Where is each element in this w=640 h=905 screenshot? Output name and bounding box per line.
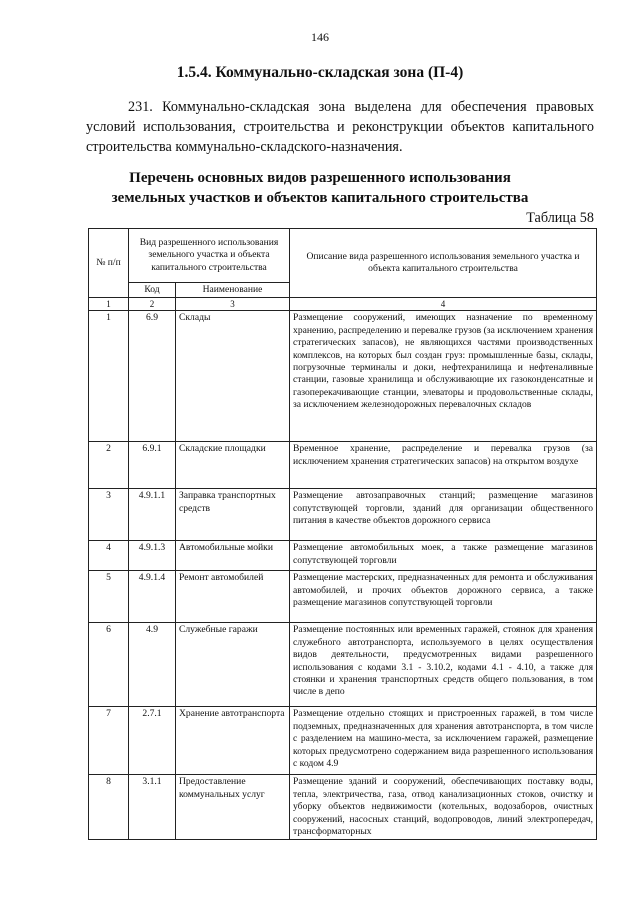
row-description: Размещение автозаправочных станций; размещение магазинов сопутствующей торговли, зданий для организации общественного питания в качестве объектов дорожного сервиса (290, 489, 597, 541)
row-description: Размещение постоянных или временных гаражей, стоянок для хранения служебного автотранспорта, используемого в целях осуществления видов деятельности, предусмотренных видами разрешенного использования с кодами 3.1 - 3.10.2, кодами 4.1 - 4.10, а также для стоянки и хранения транспортных средств общего пользования, в том числе в депо (290, 623, 597, 707)
row-name: Заправка транспортных средств (176, 489, 290, 541)
table-row (89, 623, 597, 707)
row-code: 4.9 (129, 623, 176, 707)
table-row (89, 707, 597, 775)
row-num: 2 (89, 442, 129, 489)
row-code: 4.9.1.1 (129, 489, 176, 541)
table-row (89, 442, 597, 489)
row-name: Автомобильные мойки (176, 541, 290, 571)
table-row (89, 489, 597, 541)
row-num: 6 (89, 623, 129, 707)
land-use-table (88, 228, 597, 840)
intro-text: 231. Коммунально-складская зона выделена для обеспечения правовых условий использования, строительства и реконструкции объектов капитального строительства коммунально-складского-назначения. (86, 99, 594, 155)
row-code: 4.9.1.4 (129, 571, 176, 623)
header-code: Код (129, 283, 176, 298)
row-code: 3.1.1 (129, 775, 176, 840)
header-description: Описание вида разрешенного использования земельного участка и объекта капитального строительства (290, 229, 597, 298)
row-name: Предоставление коммунальных услуг (176, 775, 290, 840)
header-group: Вид разрешенного использования земельного участка и объекта капитального строительства (129, 229, 290, 283)
row-name: Ремонт автомобилей (176, 571, 290, 623)
row-num: 5 (89, 571, 129, 623)
row-name: Склады (176, 311, 290, 442)
row-code: 2.7.1 (129, 707, 176, 775)
row-description: Размещение отдельно стоящих и пристроенных гаражей, в том числе подземных, предназначенных для хранения автотранспорта, в том числе с разделением на машино-места, за исключением гаражей, размещение которых предусмотрено содержанием вида разрешенного использования с кодом 4.9 (290, 707, 597, 775)
row-code: 4.9.1.3 (129, 541, 176, 571)
list-title-line2: земельных участков и объектов капитального строительства (111, 190, 529, 206)
row-num: 4 (89, 541, 129, 571)
header-num: № п/п (89, 229, 129, 298)
table-row (89, 311, 597, 442)
page-number: 146 (311, 30, 329, 44)
table-label: Таблица 58 (526, 210, 594, 226)
column-number: 2 (129, 298, 176, 311)
list-title (0, 168, 640, 208)
column-number: 1 (89, 298, 129, 311)
row-code: 6.9.1 (129, 442, 176, 489)
row-name: Служебные гаражи (176, 623, 290, 707)
row-description: Размещение мастерских, предназначенных для ремонта и обслуживания автомобилей, и прочих объектов дорожного сервиса, а также размещение магазинов сопутствующей торговли (290, 571, 597, 623)
row-num: 8 (89, 775, 129, 840)
column-number-row (89, 298, 597, 311)
row-num: 1 (89, 311, 129, 442)
table-row (89, 775, 597, 840)
row-description: Размещение зданий и сооружений, обеспечивающих поставку воды, тепла, электричества, газа, отвод канализационных стоков, очистку и уборку объектов недвижимости (котельных, водозаборов, очистных сооружений, насосных станций, водопроводов, линий электропередач, трансформаторных (290, 775, 597, 840)
row-code: 6.9 (129, 311, 176, 442)
table-row (89, 571, 597, 623)
row-name: Складские площадки (176, 442, 290, 489)
row-description: Размещение автомобильных моек, а также размещение магазинов сопутствующей торговли (290, 541, 597, 571)
row-num: 7 (89, 707, 129, 775)
row-num: 3 (89, 489, 129, 541)
row-description: Временное хранение, распределение и перевалка грузов (за исключением хранения стратегических запасов) на открытом воздухе (290, 442, 597, 489)
list-title-line1: Перечень основных видов разрешенного использования (129, 170, 511, 186)
section-title: 1.5.4. Коммунально-складская зона (П-4) (176, 64, 464, 81)
column-number: 4 (290, 298, 597, 311)
row-name: Хранение автотранспорта (176, 707, 290, 775)
header-name: Наименование (176, 283, 290, 298)
intro-paragraph (86, 97, 594, 157)
row-description: Размещение сооружений, имеющих назначение по временному хранению, распределению и перевалке грузов (за исключением хранения стратегических запасов), не являющихся частями производственных комплексов, на которых был создан груз: промышленные базы, склады, погрузочные терминалы и доки, нефтехранилища и нефтеналивные станции, газовые хранилища и обслуживающие их газоконденсатные и газоперекачивающие станции, элеваторы и продовольственные склады, за исключением железнодорожных перевалочных складов (290, 311, 597, 442)
table-row (89, 541, 597, 571)
column-number: 3 (176, 298, 290, 311)
